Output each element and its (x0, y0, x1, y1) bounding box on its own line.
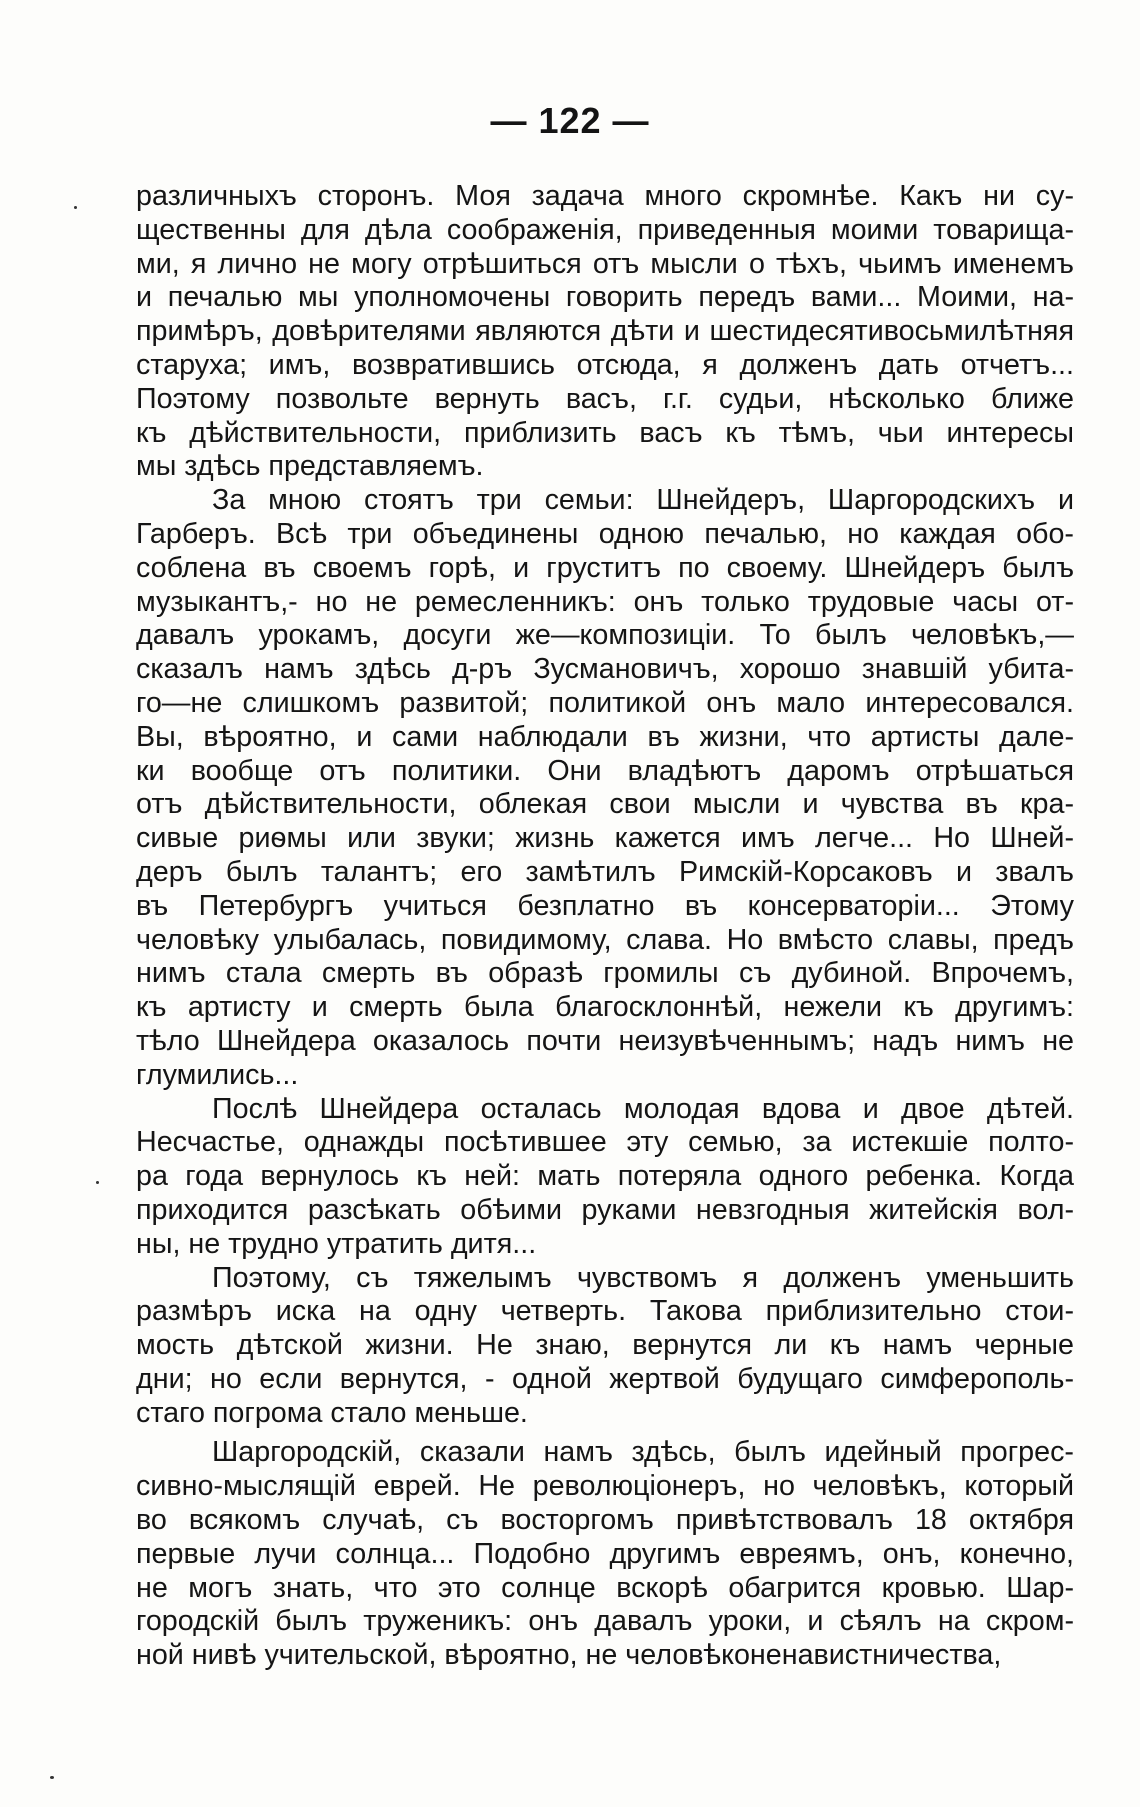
text-line: нимъ стала смерть въ образѣ громилы съ дубиной. Впрочемъ, (136, 957, 1074, 990)
text-line: деръ былъ талантъ; его замѣтилъ Римскій-Корсаковъ и звалъ (136, 855, 1074, 888)
paragraph (136, 180, 1074, 484)
text-line: къ дѣйствительности, приблизить васъ къ тѣмъ, чьи интересы (136, 416, 1074, 449)
text-line: ной нивѣ учительской, вѣроятно, не человѣконенавистничества, (136, 1639, 1002, 1672)
text-line: ны, не трудно утратить дитя... (136, 1227, 537, 1260)
text-line: старуха; имъ, возвратившись отсюда, я долженъ дать отчетъ... (136, 348, 1074, 381)
text-line: размѣръ иска на одну четверть. Такова приблизительно стои- (136, 1295, 1074, 1328)
text-line: сивно-мыслящій еврей. Не революціонеръ, но человѣкъ, который (136, 1470, 1074, 1503)
text-line: во всякомъ случаѣ, съ восторгомъ привѣтствовалъ 18 октября (136, 1504, 1074, 1537)
body-text (136, 180, 1074, 1673)
text-line: давалъ урокамъ, досуги же—композиціи. То былъ человѣкъ,— (136, 619, 1074, 652)
text-line: соблена въ своемъ горѣ, и груститъ по своему. Шнейдеръ былъ (136, 551, 1074, 584)
text-line: щественны для дѣла соображенія, приведенныя моими товарища- (136, 213, 1074, 246)
text-line: не могъ знать, что это солнце вскорѣ обагрится кровью. Шар- (136, 1571, 1074, 1604)
text-line: ки вообще отъ политики. Они владѣютъ даромъ отрѣшаться (136, 754, 1074, 787)
text-line: Поэтому позвольте вернуть васъ, г.г. судьи, нѣсколько ближе (136, 382, 1074, 415)
text-line: Поэтому, съ тяжелымъ чувствомъ я долженъ уменьшить (212, 1261, 1074, 1294)
text-line: глумились... (136, 1058, 299, 1091)
text-line: дни; но если вернутся, - одной жертвой будущаго симферополь- (136, 1362, 1074, 1395)
paragraph (136, 1093, 1074, 1262)
text-line: и печалью мы уполномочены говорить передъ вами... Моими, на- (136, 281, 1074, 314)
text-line: примѣръ, довѣрителями являются дѣти и шестидесятивосьмилѣтняя (136, 315, 1074, 348)
text-line: первые лучи солнца... Подобно другимъ евреямъ, онъ, конечно, (136, 1537, 1074, 1570)
paragraph (136, 1436, 1074, 1673)
text-line: въ Петербургъ учиться безплатно въ консерваторіи... Этому (136, 889, 1074, 922)
text-line: сивые риѳмы или звуки; жизнь кажется имъ легче... Но Шней- (136, 822, 1074, 855)
paragraph (136, 1262, 1074, 1431)
text-line: Вы, вѣроятно, и сами наблюдали въ жизни, что артисты дале- (136, 720, 1074, 753)
text-line: го—не слишкомъ развитой; политикой онъ мало интересовался. (136, 686, 1074, 719)
text-line: стаго погрома стало меньше. (136, 1396, 528, 1429)
text-line: Послѣ Шнейдера осталась молодая вдова и двое дѣтей. (212, 1092, 1074, 1125)
text-line: ра года вернулось къ ней: мать потеряла одного ребенка. Когда (136, 1160, 1074, 1193)
text-line: различныхъ сторонъ. Моя задача много скромнѣе. Какъ ни су- (136, 180, 1074, 212)
text-line: отъ дѣйствительности, облекая свои мысли и чувства въ кра- (136, 788, 1074, 821)
text-line: тѣло Шнейдера оказалось почти неизувѣченнымъ; надъ нимъ не (136, 1024, 1074, 1057)
scan-speck (74, 206, 77, 209)
text-line: къ артисту и смерть была благосклоннѣй, нежели къ другимъ: (136, 991, 1074, 1024)
text-line: мы здѣсь представляемъ. (136, 450, 484, 483)
paragraph (136, 484, 1074, 1092)
text-line: Шаргородскій, сказали намъ здѣсь, былъ идейный прогрес- (212, 1436, 1074, 1469)
text-line: Гарберъ. Всѣ три объединены одною печалью, но каждая обо- (136, 517, 1074, 550)
scan-speck (50, 1776, 54, 1779)
text-line: За мною стоятъ три семьи: Шнейдеръ, Шаргородскихъ и (212, 484, 1074, 517)
page-number: — 122 — (490, 100, 650, 141)
text-line: музыкантъ,- но не ремесленникъ: онъ только трудовые часы от- (136, 585, 1074, 618)
text-line: мость дѣтской жизни. Не знаю, вернутся ли къ намъ черные (136, 1329, 1074, 1362)
text-line: человѣку улыбалась, повидимому, слава. Но вмѣсто славы, предъ (136, 923, 1074, 956)
text-line: сказалъ намъ здѣсь д-ръ Зусмановичъ, хорошо знавшій убита- (136, 653, 1074, 686)
text-line: городскій былъ труженикъ: онъ давалъ уроки, и сѣялъ на скром- (136, 1605, 1074, 1638)
text-line: приходится разсѣкать обѣими руками невзгодныя житейскія вол- (136, 1193, 1074, 1226)
text-line: Несчастье, однажды посѣтившее эту семью, за истекшіе полто- (136, 1126, 1074, 1159)
text-line: ми, я лично не могу отрѣшиться отъ мысли о тѣхъ, чьимъ именемъ (136, 247, 1074, 280)
scan-speck (96, 1181, 99, 1184)
